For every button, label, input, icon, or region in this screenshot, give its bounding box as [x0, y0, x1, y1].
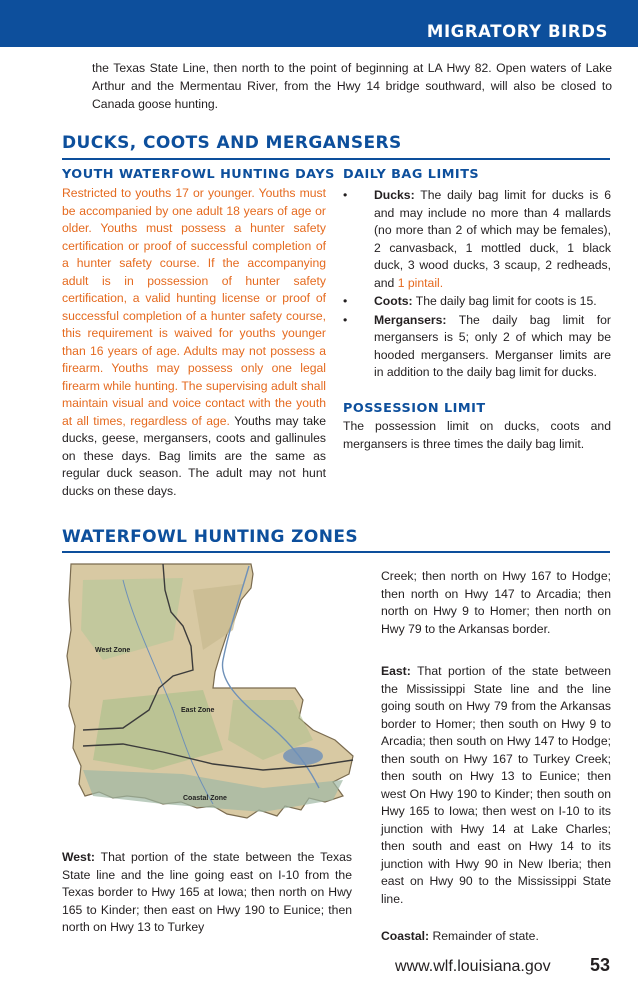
- bag-item-label: Coots:: [374, 294, 413, 308]
- section-divider: [62, 158, 610, 160]
- youth-days-details: Youths may take ducks, geese, mergansers, coots and gallinules on these days. Bag limits are the same as regular duck season. The adult may not hunt ducks on these days.: [62, 413, 326, 498]
- youth-days-restrictions: Restricted to youths 17 or younger. Youths must be accompanied by one adult 18 years of age or older. Youths must possess a hunter safety certification or proof of successful completion of a hunter safety course. If the accompanying adult is in possession of hunter safety certification, a valid hunting license or proof of successful completion of a hunter safety course, this requirement is waived for youths younger than 16 years of age. Adults may not possess a firearm. Youths may possess only one legal firearm while hunting. The supervising adult shall maintain visual and voice contact with the youth at all times, regardless of age.: [62, 186, 326, 428]
- coastal-zone-text: Remainder of state.: [429, 929, 539, 943]
- coastal-zone-paragraph: [381, 928, 611, 946]
- east-zone-paragraph: [381, 663, 611, 908]
- map-label-west: West Zone: [95, 647, 131, 654]
- section-header-title: MIGRATORY BIRDS: [426, 22, 608, 41]
- section-divider: [62, 551, 610, 553]
- bag-item-mergansers: [343, 312, 611, 382]
- possession-limit-heading: POSSESSION LIMIT: [343, 401, 486, 416]
- possession-limit-text: The possession limit on ducks, coots and mergansers is three times the daily bag limit.: [343, 419, 611, 451]
- west-zone-label: West:: [62, 850, 95, 864]
- ducks-section-title: DUCKS, COOTS AND MERGANSERS: [62, 133, 402, 153]
- bullet-icon: •: [343, 312, 348, 327]
- lake-pontchartrain: [283, 747, 323, 765]
- footer-website: www.wlf.louisiana.gov: [395, 958, 551, 975]
- bag-item-text: The daily bag limit for mergansers is 5; only 2 of which may be hooded mergansers. Merganser limits are in addition to the daily bag limit for ducks.: [374, 312, 611, 379]
- bag-item-ducks: [343, 187, 611, 292]
- intro-paragraph: the Texas State Line, then north to the point of beginning at LA Hwy 82. Open waters of Lake Arthur and the Mermentau River, from the Hwy 14 bridge southward, will also be closed to Canada goose hunting.: [92, 61, 612, 111]
- page-number: 53: [590, 955, 611, 975]
- east-zone-label: East:: [381, 664, 411, 678]
- youth-days-heading: YOUTH WATERFOWL HUNTING DAYS: [62, 167, 335, 182]
- pintail-highlight: 1 pintail.: [397, 275, 444, 290]
- bag-item-coots: [343, 293, 611, 311]
- west-zone-text: That portion of the state between the Texas State line and the line going east on I-10 from the Texas border to Hwy 165 at Iowa; then north on Hwy 165 to Kinder; then east on Hwy 190 to Eunice; then north on Hwy 13 to Turkey: [62, 850, 352, 934]
- zones-section-title: WATERFOWL HUNTING ZONES: [62, 527, 359, 547]
- daily-bag-list: [343, 187, 611, 383]
- bag-item-label: Ducks:: [374, 188, 415, 202]
- west-zone-paragraph: [62, 849, 352, 937]
- map-label-coastal: Coastal Zone: [183, 795, 227, 802]
- bullet-icon: •: [343, 188, 348, 202]
- bag-item-text: The daily bag limit for ducks is 6 and may include no more than 4 mallards (no more than 2 of which may be females), 2 canvasback, 1 mottled duck, 1 black duck, 3 wood ducks, 3 scaup, 2 redheads, and: [374, 188, 611, 290]
- coastal-zone-label: Coastal:: [381, 929, 430, 943]
- bullet-icon: •: [343, 294, 348, 308]
- map-label-east: East Zone: [181, 707, 215, 714]
- daily-bag-heading: DAILY BAG LIMITS: [343, 167, 480, 182]
- youth-days-paragraph: [62, 185, 326, 500]
- bag-item-label: Mergansers:: [374, 312, 447, 327]
- west-zone-continued: Creek; then north on Hwy 167 to Hodge; then north on Hwy 147 to Arcadia; then north on Hwy 9 to Homer; then north on Hwy 79 to the Arkansas border.: [381, 569, 611, 636]
- louisiana-zones-map: [63, 560, 363, 828]
- bag-item-text: The daily bag limit for coots is 15.: [412, 294, 597, 308]
- east-zone-text: That portion of the state between the Mississippi State line and the line going south on Hwy 79 from the Arkansas border to Homer; then south on Hwy 9 to Arcadia; then south on Hwy 147 to Hodge; then south on Hwy 167 to Turkey Creek; then south on Hwy 13 to Eunice; then west On Hwy 190 to Kinder; then south on Hwy 165 to Iowa; then west on I-10 to its junction with Hwy 14 at Lake Charles; then south and east on Hwy 14 to its junction with Hwy 90 in New Iberia; then east on Hwy 90 to the Mississippi State line.: [381, 664, 611, 906]
